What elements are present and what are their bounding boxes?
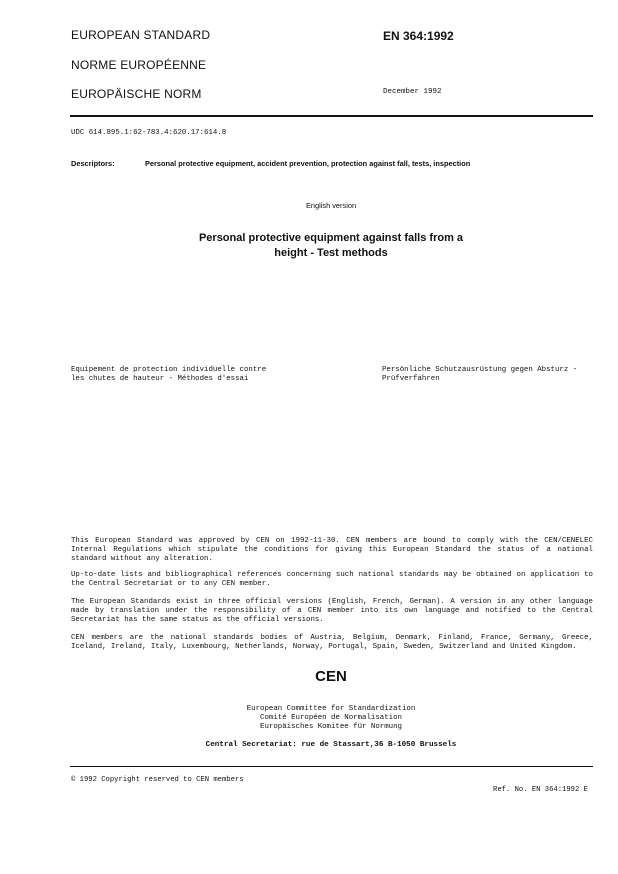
header-line-fr: NORME EUROPÉENNE [71,58,207,72]
udc-code: UDC 614.895.1:62-783.4:620.17:614.8 [71,129,227,137]
standard-number: EN 364:1992 [383,29,454,43]
paragraph-approval: This European Standard was approved by CEN on 1992-11-30. CEN members are bound to comply with the CEN/CENELEC Internal Regulations which stipulate the conditions for giving this European Standard the status of a national standard without any alteration. [71,537,593,563]
paragraph-official-versions: The European Standards exist in three official versions (English, French, German). A version in any other language made by translation under the responsibility of a CEN member into its own language and notified to the Central Secretariat has the same status as the official versions. [71,598,593,624]
german-title [382,366,577,384]
descriptors-value: Personal protective equipment, accident prevention, protection against fall, tests, inspection [145,159,471,168]
title-line-1: Personal protective equipment against falls from a [198,232,464,244]
version-label: English version [305,201,357,210]
french-title-line-1: Equipement de protection individuelle contre [71,366,267,374]
german-title-line-1: Persönliche Schutzausrüstung gegen Absturz - [382,366,578,374]
header-line-de: EUROPÄISCHE NORM [71,87,202,101]
german-title-line-2: Prüfverfahren [382,375,440,383]
header-divider [70,115,593,117]
title-line-2: height - Test methods [274,247,388,259]
french-title-line-2: les chutes de hauteur - Méthodes d'essai [71,375,249,383]
cen-name-en: European Committee for Standardization [246,705,416,713]
header-line-en: EUROPEAN STANDARD [71,28,211,42]
paragraph-national-lists: Up-to-date lists and bibliographical references concerning such national standards may be obtained on application to the Central Secretariat or to any CEN member. [71,571,593,588]
copyright-notice: © 1992 Copyright reserved to CEN members [71,776,244,784]
footer-divider [70,766,593,767]
paragraph-members: CEN members are the national standards bodies of Austria, Belgium, Denmark, Finland, France, Germany, Greece, Iceland, Ireland, Italy, Luxembourg, Netherlands, Norway, Portugal, Spain, Sweden, Switzerland and United Kingdom. [71,634,593,651]
reference-number: Ref. No. EN 364:1992 E [493,786,588,794]
cen-names [0,705,618,732]
cen-name-fr: Comité Européen de Normalisation [260,714,402,722]
cen-name-de: Europäisches Komitee für Normung [260,723,402,731]
central-secretariat: Central Secretariat: rue de Stassart,36 B-1050 Brussels [205,741,457,749]
standard-date: December 1992 [383,88,442,96]
descriptors-label: Descriptors: [71,159,115,168]
cen-logo: CEN [315,668,347,685]
french-title [71,366,266,384]
